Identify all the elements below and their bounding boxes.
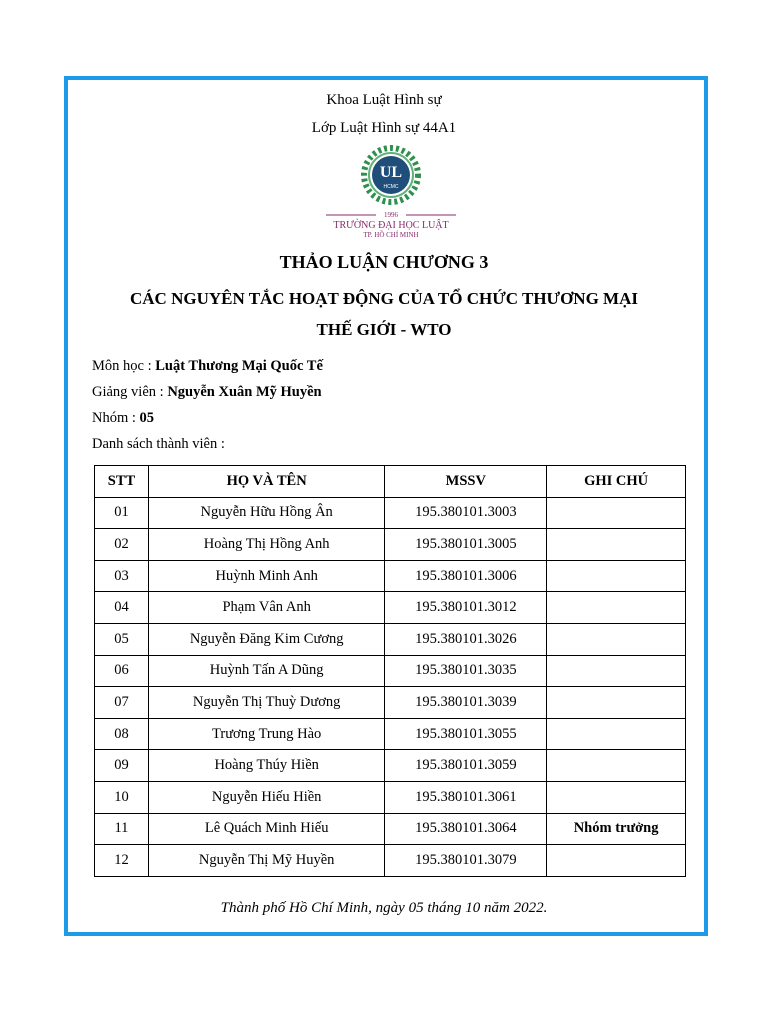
place-date: Thành phố Hồ Chí Minh, ngày 05 tháng 10 năm 2022. <box>220 900 548 916</box>
note-cell <box>547 592 686 624</box>
subject-line <box>92 358 323 375</box>
name-cell: Hoàng Thúy Hiền <box>148 750 384 782</box>
header-stt: STT <box>95 466 149 498</box>
name-cell: Hoàng Thị Hồng Anh <box>148 529 384 561</box>
members-table <box>94 465 686 877</box>
table-row <box>95 718 686 750</box>
table-row <box>95 813 686 845</box>
stt-cell: 05 <box>95 623 149 655</box>
note-cell <box>547 497 686 529</box>
lecturer-label: Giảng viên : <box>92 384 164 400</box>
stt-cell: 06 <box>95 655 149 687</box>
name-cell: Nguyễn Hữu Hồng Ân <box>148 497 384 529</box>
mssv-cell: 195.380101.3026 <box>385 623 547 655</box>
note-cell <box>547 687 686 719</box>
topic-title-line2: THẾ GIỚI - WTO <box>316 320 452 339</box>
stt-cell: 01 <box>95 497 149 529</box>
note-cell <box>547 623 686 655</box>
header-name: HỌ VÀ TÊN <box>148 466 384 498</box>
mssv-cell: 195.380101.3005 <box>385 529 547 561</box>
stt-cell: 02 <box>95 529 149 561</box>
table-row <box>95 560 686 592</box>
members-label: Danh sách thành viên : <box>92 436 225 452</box>
note-cell: Nhóm trưởng <box>547 813 686 845</box>
table-header-row <box>95 466 686 498</box>
name-cell: Huỳnh Tấn A Dũng <box>148 655 384 687</box>
stt-cell: 12 <box>95 845 149 877</box>
university-logo <box>318 145 464 241</box>
stt-cell: 03 <box>95 560 149 592</box>
table-row <box>95 781 686 813</box>
mssv-cell: 195.380101.3003 <box>385 497 547 529</box>
group-line <box>92 410 154 427</box>
header-mssv: MSSV <box>385 466 547 498</box>
stt-cell: 11 <box>95 813 149 845</box>
stt-cell: 10 <box>95 781 149 813</box>
table-row <box>95 845 686 877</box>
name-cell: Nguyễn Thị Thuỳ Dương <box>148 687 384 719</box>
table-row <box>95 592 686 624</box>
faculty-name: Khoa Luật Hình sự <box>326 92 442 108</box>
mssv-cell: 195.380101.3012 <box>385 592 547 624</box>
table-row <box>95 623 686 655</box>
name-cell: Nguyễn Hiếu Hiền <box>148 781 384 813</box>
note-cell <box>547 560 686 592</box>
logo-university-name: TRƯỜNG ĐẠI HỌC LUẬT <box>333 220 449 231</box>
table-row <box>95 655 686 687</box>
note-cell <box>547 655 686 687</box>
stt-cell: 07 <box>95 687 149 719</box>
discussion-title: THẢO LUẬN CHƯƠNG 3 <box>279 252 489 272</box>
note-cell <box>547 529 686 561</box>
logo-monogram: UL <box>379 164 403 181</box>
stt-cell: 08 <box>95 718 149 750</box>
lecturer-line <box>92 384 322 401</box>
logo-year: 1996 <box>384 211 398 219</box>
mssv-cell: 195.380101.3061 <box>385 781 547 813</box>
table-row <box>95 750 686 782</box>
mssv-cell: 195.380101.3079 <box>385 845 547 877</box>
mssv-cell: 195.380101.3039 <box>385 687 547 719</box>
mssv-cell: 195.380101.3035 <box>385 655 547 687</box>
table-row <box>95 497 686 529</box>
logo-city: TP. HỒ CHÍ MINH <box>363 231 419 239</box>
stt-cell: 04 <box>95 592 149 624</box>
mssv-cell: 195.380101.3006 <box>385 560 547 592</box>
stt-cell: 09 <box>95 750 149 782</box>
table-row <box>95 529 686 561</box>
logo-sub: HCMC <box>383 184 399 190</box>
name-cell: Phạm Vân Anh <box>148 592 384 624</box>
subject-label: Môn học : <box>92 358 152 374</box>
mssv-cell: 195.380101.3055 <box>385 718 547 750</box>
class-name: Lớp Luật Hình sự 44A1 <box>311 120 457 136</box>
name-cell: Trương Trung Hào <box>148 718 384 750</box>
name-cell: Lê Quách Minh Hiếu <box>148 813 384 845</box>
header-note: GHI CHÚ <box>547 466 686 498</box>
note-cell <box>547 718 686 750</box>
name-cell: Nguyễn Đăng Kim Cương <box>148 623 384 655</box>
note-cell <box>547 781 686 813</box>
mssv-cell: 195.380101.3059 <box>385 750 547 782</box>
lecturer-value: Nguyễn Xuân Mỹ Huyền <box>167 384 322 400</box>
group-value: 05 <box>139 410 155 426</box>
name-cell: Huỳnh Minh Anh <box>148 560 384 592</box>
subject-value: Luật Thương Mại Quốc Tế <box>155 358 323 374</box>
mssv-cell: 195.380101.3064 <box>385 813 547 845</box>
table-row <box>95 687 686 719</box>
name-cell: Nguyễn Thị Mỹ Huyền <box>148 845 384 877</box>
group-label: Nhóm : <box>92 410 136 426</box>
topic-title-line1: CÁC NGUYÊN TẮC HOẠT ĐỘNG CỦA TỔ CHỨC THƯƠNG MẠI <box>130 289 638 308</box>
note-cell <box>547 750 686 782</box>
note-cell <box>547 845 686 877</box>
